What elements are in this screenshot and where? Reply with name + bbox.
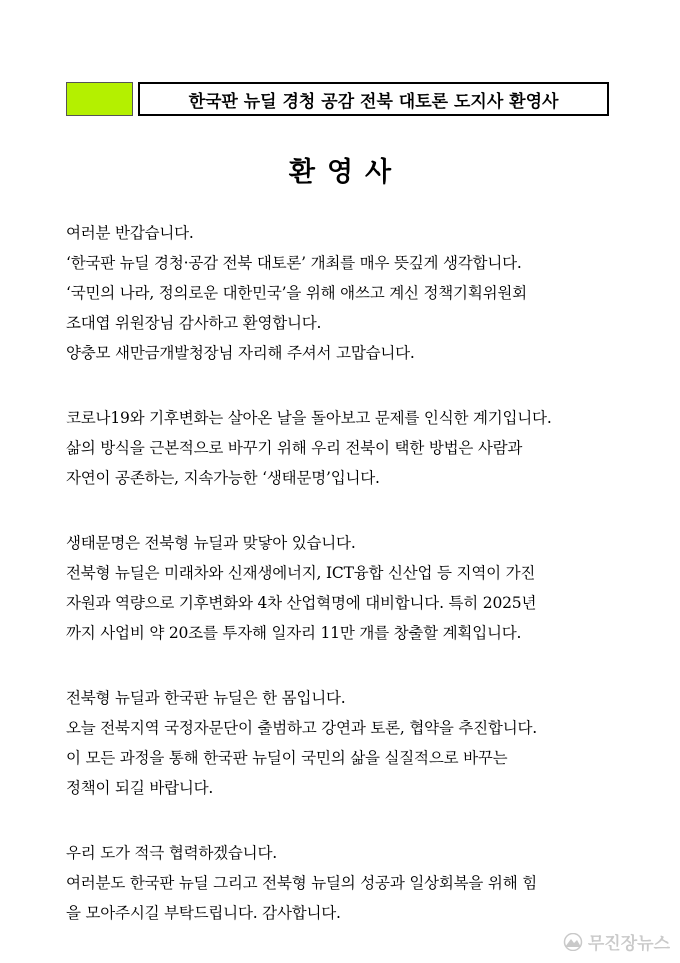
text-line: 전북형 뉴딜과 한국판 뉴딜은 한 몸입니다. — [66, 689, 346, 707]
text-line: 자연이 공존하는, 지속가능한 ‘생태문명’입니다. — [66, 469, 380, 487]
text-line: 코로나19와 기후변화는 살아온 날을 돌아보고 문제를 인식한 계기입니다. — [66, 409, 552, 427]
paragraph-eco-civilization — [66, 403, 618, 493]
text-line: ‘국민의 나라, 정의로운 대한민국’을 위해 애쓰고 계신 정책기획위원회 — [66, 284, 527, 302]
text-line: ‘한국판 뉴딜 경청·공감 전북 대토론’ 개최를 매우 뜻깊게 생각합니다. — [66, 254, 522, 272]
text-line: 삶의 방식을 근본적으로 바꾸기 위해 우리 전북이 택한 방법은 사람과 — [66, 439, 523, 457]
watermark — [562, 929, 670, 954]
text-line: 까지 사업비 약 20조를 투자해 일자리 11만 개를 창출할 계획입니다. — [66, 624, 522, 642]
header-title-box — [138, 82, 609, 116]
text-line: 이 모든 과정을 통해 한국판 뉴딜이 국민의 삶을 실질적으로 바꾸는 — [66, 749, 508, 767]
text-line: 자원과 역량으로 기후변화와 4차 산업혁명에 대비합니다. 특히 2025년 — [66, 594, 537, 612]
paragraph-greeting — [66, 218, 618, 368]
text-line: 전북형 뉴딜은 미래차와 신재생에너지, ICT융합 신산업 등 지역이 가진 — [66, 564, 536, 582]
header-title: 한국판 뉴딜 경청 공감 전북 대토론 도지사 환영사 — [188, 91, 559, 112]
text-line: 생태문명은 전북형 뉴딜과 맞닿아 있습니다. — [66, 534, 356, 552]
text-line: 양충모 새만금개발청장님 자리해 주셔서 고맙습니다. — [66, 344, 415, 362]
text-line: 정책이 되길 바랍니다. — [66, 779, 214, 797]
watermark-text: 무진장뉴스 — [587, 934, 670, 954]
page-title: 환영사 — [288, 157, 404, 188]
document-header — [66, 82, 611, 116]
header-color-tab — [66, 82, 133, 116]
paragraph-closing — [66, 838, 618, 928]
text-line: 여러분 반갑습니다. — [66, 224, 194, 242]
text-line: 우리 도가 적극 협력하겠습니다. — [66, 844, 277, 862]
text-line: 여러분도 한국판 뉴딜 그리고 전북형 뉴딜의 성공과 일상회복을 위해 힘 — [66, 874, 537, 892]
text-line: 오늘 전북지역 국정자문단이 출범하고 강연과 토론, 협약을 추진합니다. — [66, 719, 537, 737]
speech-body — [66, 218, 618, 963]
paragraph-one-body — [66, 683, 618, 803]
mountain-logo-icon — [562, 933, 584, 951]
text-line: 조대엽 위원장님 감사하고 환영합니다. — [66, 314, 322, 332]
text-line: 을 모아주시길 부탁드립니다. 감사합니다. — [66, 904, 341, 922]
paragraph-jeonbuk-new-deal — [66, 528, 618, 648]
